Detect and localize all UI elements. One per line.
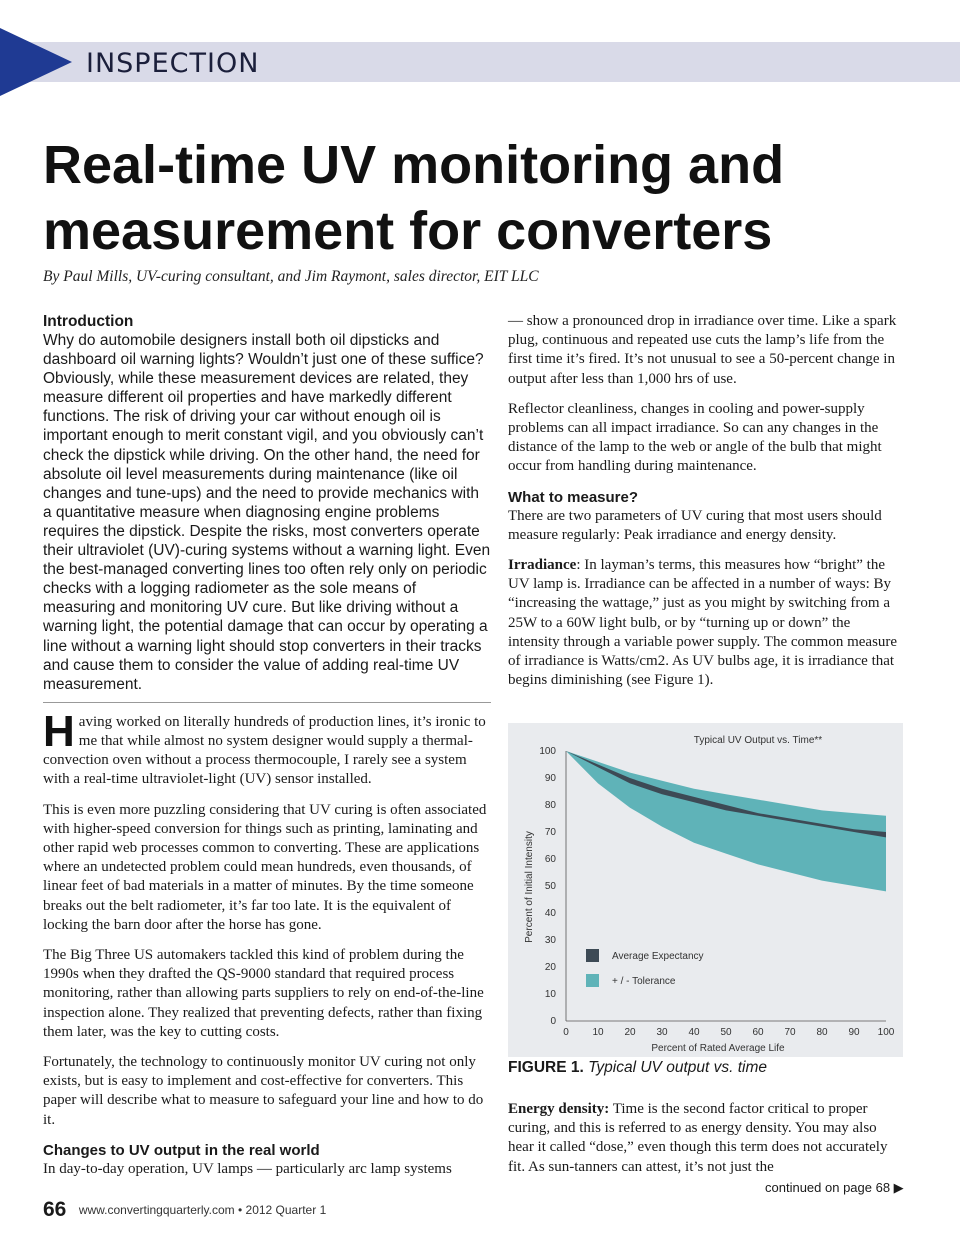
body-paragraph-1 — [43, 706, 491, 790]
chart-x-label: Percent of Rated Average Life — [651, 1043, 785, 1054]
y-tick-label-5: 50 — [544, 881, 556, 892]
energy-density-text: Time is the second factor critical to proper curing, and this is referred to as energy density. You may also hear it called “dose,” even though this term does not accurately fit. As sun-tanners can attest, it’s not just the — [508, 1101, 888, 1175]
y-tick-label-2: 20 — [544, 962, 556, 973]
changes-heading: Changes to UV output in the real world — [43, 1141, 320, 1159]
x-tick-label-3: 30 — [656, 1027, 668, 1038]
x-tick-label-4: 40 — [688, 1027, 700, 1038]
chart-y-label: Percent of Initial Intensity — [524, 831, 535, 943]
right-paragraph-1: — show a pronounced drop in irradiance over time. Like a spark plug, continuous and repeated use cuts the lamp’s life from the first time it’s fired. It’s not unusual to see a 50-percent change in output after less than 1,000 hrs of use. — [508, 313, 897, 387]
y-tick-label-10: 100 — [539, 746, 556, 757]
x-tick-label-7: 70 — [784, 1027, 796, 1038]
x-tick-label-2: 20 — [624, 1027, 636, 1038]
x-tick-label-9: 90 — [848, 1027, 860, 1038]
body-paragraph-1-text: aving worked on literally hundreds of production lines, it’s ironic to me that while almost no system designer would supply a thermal-convection oven without a process thermocouple, I rarely see a system with a real-time ultraviolet-light (UV) sensor installed. — [43, 713, 486, 788]
byline: By Paul Mills, UV-curing consultant, and Jim Raymont, sales director, EIT LLC — [43, 268, 539, 285]
chart-title: Typical UV Output vs. Time** — [693, 735, 823, 746]
x-tick-label-5: 50 — [720, 1027, 732, 1038]
measure-text: There are two parameters of UV curing that most users should measure regularly: Peak irradiance and energy density. — [508, 507, 882, 543]
body-paragraph-3: The Big Three US automakers tackled this kind of problem during the 1990s when they drafted the QS-9000 standard that required process monitoring, rather than allowing parts suppliers to rely on end-of-the-line inspection alone. They realized that preventing defects, rather than fixing them later, was the key to cutting costs. — [43, 947, 484, 1040]
legend-swatch-1 — [586, 974, 599, 987]
page-footer — [43, 1198, 326, 1222]
body-paragraph-4: Fortunately, the technology to continuously monitor UV curing not only exists, but is easy to implement and cost-effective for converters. This paper will describe what to measure to safeguard your line and how to do it. — [43, 1054, 484, 1128]
section-label: INSPECTION — [86, 48, 260, 79]
x-tick-label-10: 100 — [877, 1027, 895, 1038]
legend-label-0: Average Expectancy — [612, 951, 704, 962]
measure-heading: What to measure? — [508, 488, 639, 506]
y-tick-label-6: 60 — [544, 854, 556, 865]
intro-heading: Introduction — [43, 313, 134, 330]
irradiance-text: : In layman’s terms, this measures how “bright” the UV lamp is. Irradiance can be affected in a number of ways: By “increasing the wattage,” just as you might by switching from a 25W to a 60W light bulb, or by “turning up or down” the intensity through a variable power supply. The common measure of irradiance is Watts/cm2. As UV bulbs age, it is irradiance that begins diminishing (see Figure 1). — [508, 557, 898, 689]
drop-cap: H — [43, 706, 75, 756]
y-tick-label-4: 40 — [544, 908, 556, 919]
footer-site: www.convertingquarterly.com • 2012 Quarter 1 — [78, 1203, 327, 1217]
y-tick-label-3: 30 — [544, 935, 556, 946]
section-triangle-icon — [0, 28, 72, 96]
y-tick-label-8: 80 — [544, 800, 556, 811]
legend-swatch-0 — [586, 949, 599, 962]
page-number: 66 — [43, 1198, 67, 1221]
y-tick-label-1: 10 — [544, 989, 556, 1000]
divider — [43, 702, 491, 703]
irradiance-label: Irradiance — [508, 557, 577, 574]
x-tick-label-8: 80 — [816, 1027, 828, 1038]
y-tick-label-9: 90 — [544, 773, 556, 784]
y-tick-label-7: 70 — [544, 827, 556, 838]
energy-density-label: Energy density: — [508, 1101, 610, 1117]
x-tick-label-0: 0 — [563, 1027, 569, 1038]
figure-1 — [508, 723, 903, 1057]
right-paragraph-2: Reflector cleanliness, changes in cooling and power-supply problems can all impact irradiance. So can any changes in the distance of the lamp to the web or angle of the bulb that might occur from handling during maintenance. — [508, 400, 882, 475]
legend-label-1: + / - Tolerance — [612, 976, 676, 987]
title-line-1: Real-time UV monitoring and — [43, 135, 785, 195]
figure-caption — [508, 1059, 767, 1077]
body-paragraph-2: This is even more puzzling considering that UV curing is often associated with higher-speed conversion for things such as printing, laminating and other rapid web processes common to converting. These are applications where an undetected problem could mean hundreds, even thousands, of linear feet of bad materials in a matter of minutes. By the time someone breaks out the belt radiometer, it’s far too late. It is the equivalent of locking the barn door after the horse has gone. — [43, 801, 487, 933]
title-line-2: measurement for converters — [43, 201, 773, 261]
article-title — [43, 132, 923, 264]
continued-link[interactable]: continued on page 68 ▶ — [765, 1180, 904, 1195]
x-tick-label-6: 60 — [752, 1027, 764, 1038]
x-tick-label-1: 10 — [592, 1027, 604, 1038]
left-column — [43, 312, 491, 1179]
irradiance-paragraph — [508, 556, 904, 690]
changes-text: In day-to-day operation, UV lamps — particularly arc lamp systems — [43, 1160, 452, 1177]
intro-text: Why do automobile designers install both oil dipsticks and dashboard oil warning lights? Wouldn’t just one of these suffice? Obviously, while these measurement devices are related, they measure different oil properties and have markedly different functions. The risk of driving your car without enough oil is important enough to merit constant vigil, and you obviously can’t check the dipstick while driving. On the other hand, the need for absolute oil level measurements during maintenance (like oil changes and tune-ups) and the need to provide mechanics with a quantitative measure when diagnosing engine problems requires the dipstick. Despite the risks, most converters operate their ultraviolet (UV)-curing systems without a warning light. Even the best-managed converting lines too often rely only on periodic checks with a logging radiometer as the sole means of measuring and monitoring UV cure. But like driving without a warning light, the potential damage that can occur by operating a line without a warning light should stop converters in their tracks and cause them to consider the value of adding real-time UV measurement. — [43, 332, 491, 693]
y-tick-label-0: 0 — [550, 1016, 556, 1027]
figure-caption-label: FIGURE 1. — [508, 1059, 584, 1076]
right-column — [508, 312, 904, 701]
energy-density-paragraph — [508, 1100, 904, 1177]
uv-output-chart — [508, 723, 903, 1057]
figure-caption-text: Typical UV output vs. time — [588, 1059, 767, 1076]
